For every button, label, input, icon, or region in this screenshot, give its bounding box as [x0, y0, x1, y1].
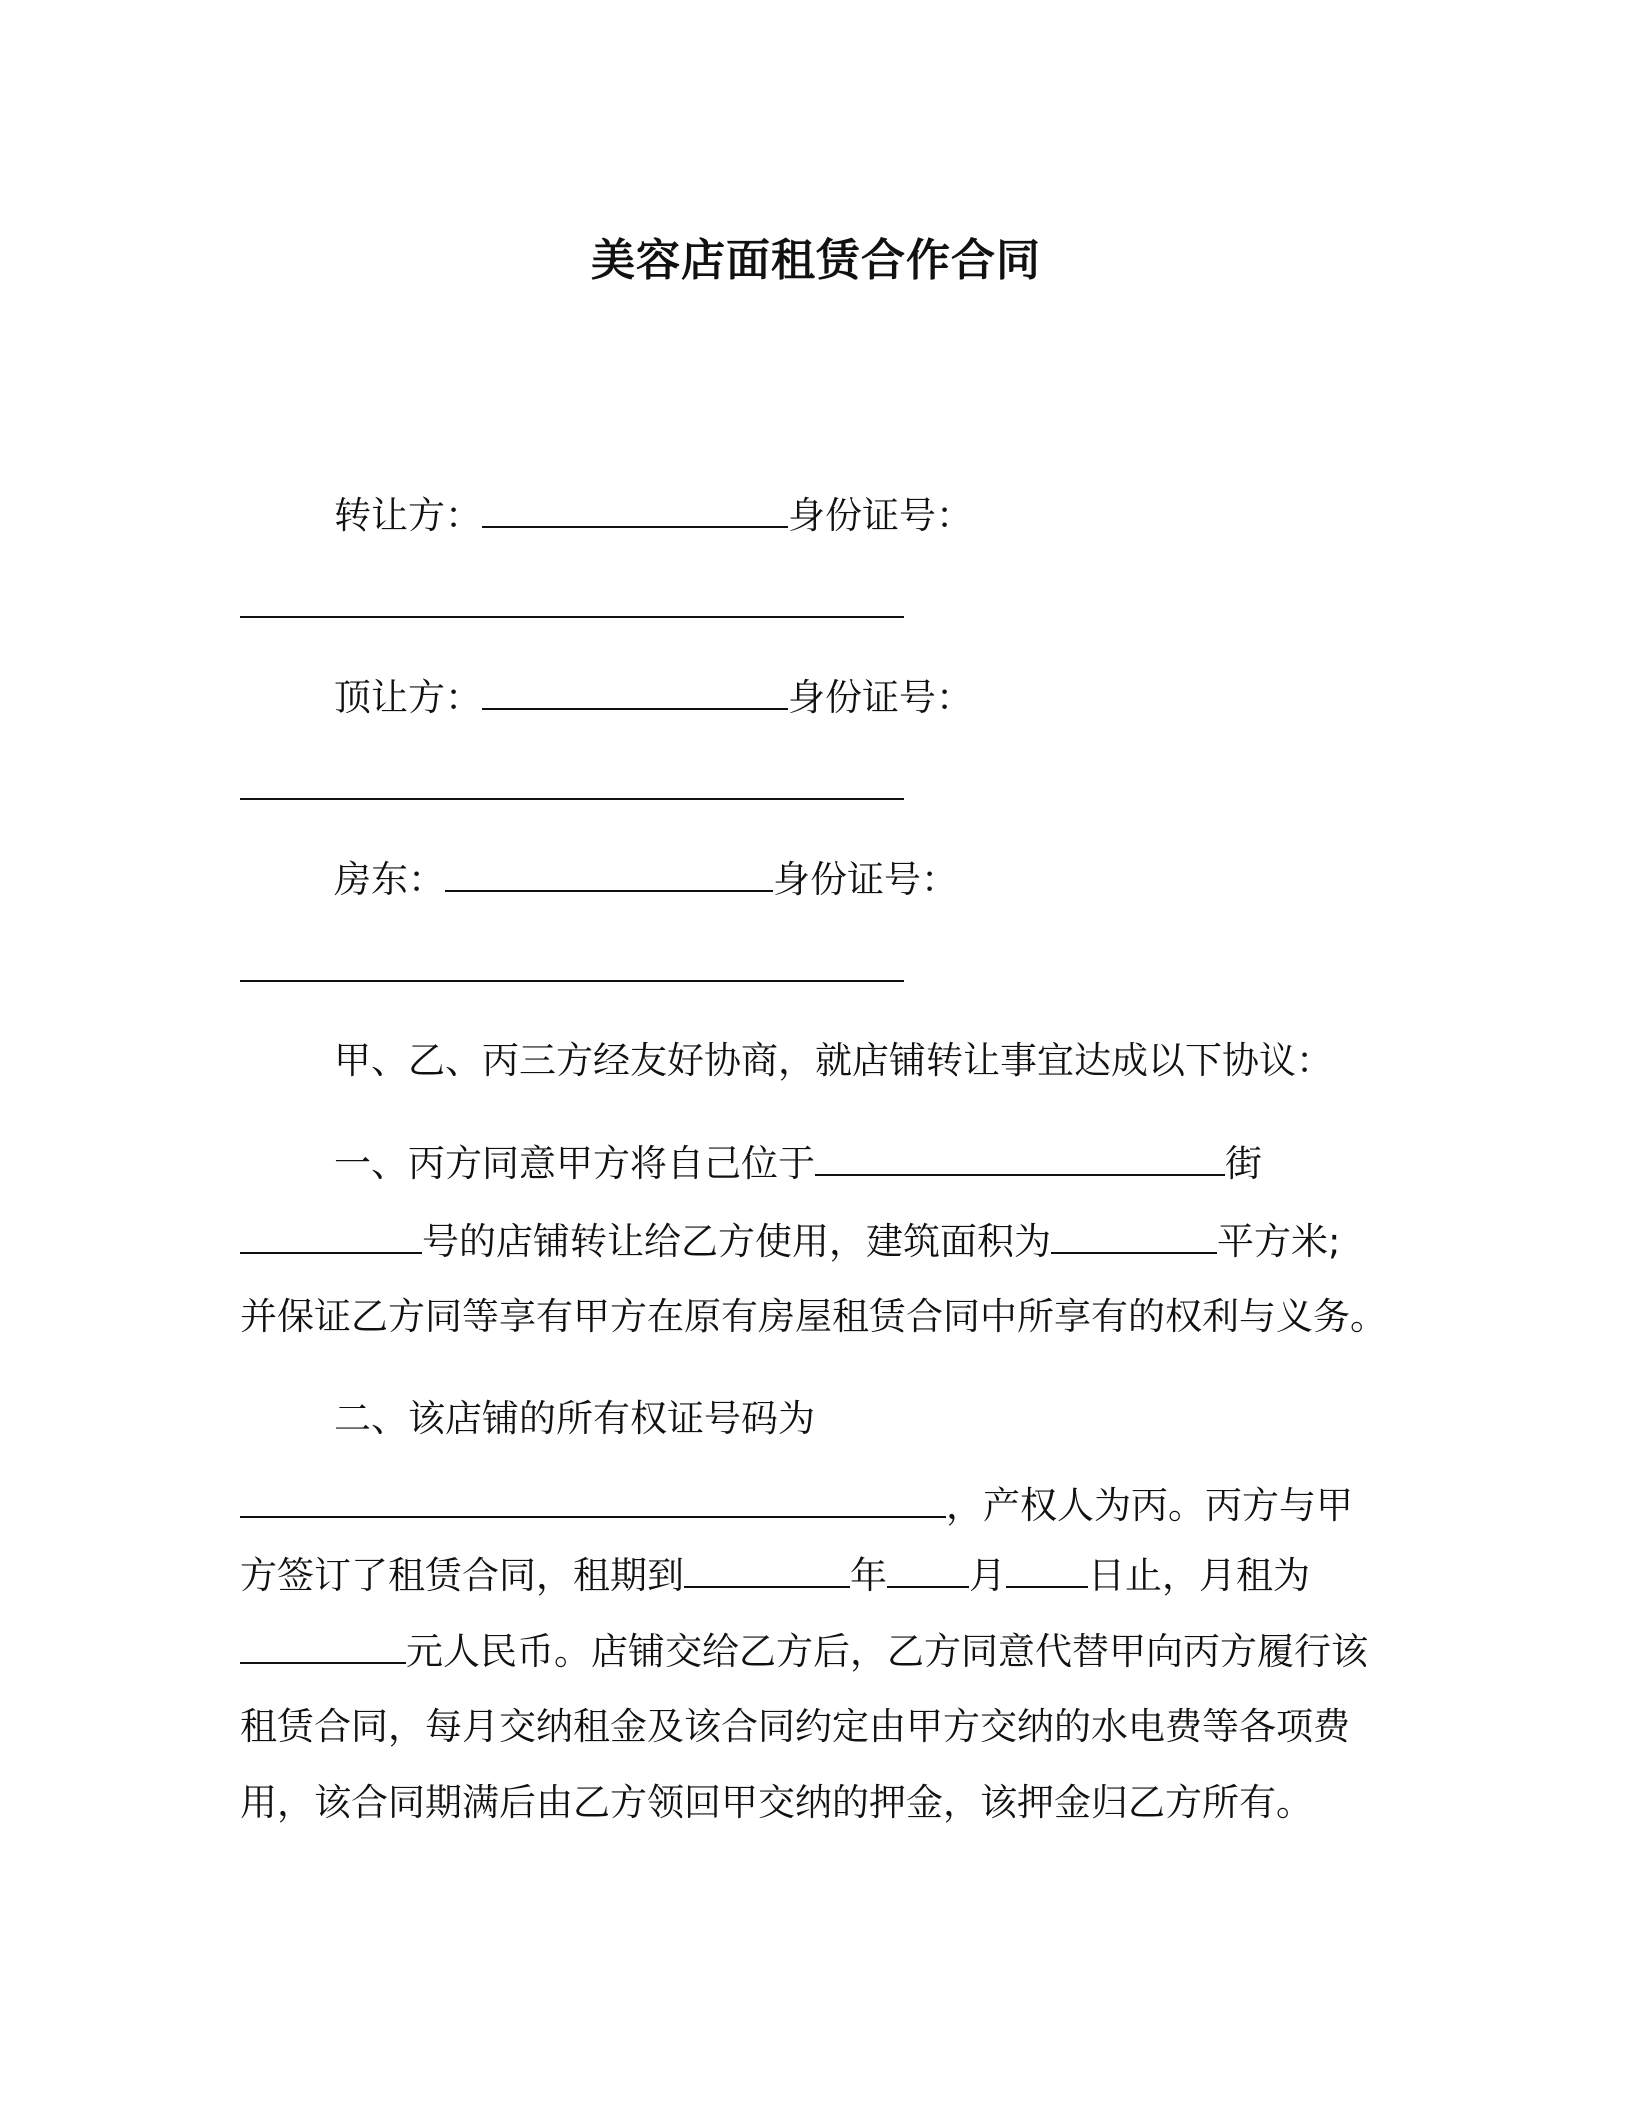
day-blank[interactable] — [1006, 1556, 1088, 1588]
clause1-line3: 并保证乙方同等享有甲方在原有房屋租赁合同中所享有的权利与义务。 — [240, 1295, 1387, 1338]
transferee-id-blank[interactable] — [240, 768, 904, 800]
month-blank[interactable] — [887, 1556, 969, 1588]
transferee-line — [334, 676, 973, 719]
clause2-line1: 二、该店铺的所有权证号码为 — [334, 1397, 815, 1440]
clause2-line6: 用，该合同期满后由乙方领回甲交纳的押金，该押金归乙方所有。 — [240, 1781, 1313, 1824]
clause2-line4 — [240, 1630, 1368, 1673]
transferor-id-line — [240, 586, 904, 624]
clause2-text: 日止，月租为 — [1088, 1554, 1310, 1597]
rent-amount-blank[interactable] — [240, 1632, 406, 1664]
clause1-line2 — [240, 1220, 1341, 1263]
transferee-name-blank[interactable] — [482, 678, 788, 710]
area-unit: 平方米; — [1217, 1220, 1341, 1263]
transferor-label: 转让方： — [334, 494, 482, 537]
clause1-text: 一、丙方同意甲方将自己位于 — [334, 1142, 815, 1185]
certificate-number-blank[interactable] — [240, 1486, 946, 1518]
landlord-line — [334, 858, 958, 901]
street-label: 街 — [1225, 1142, 1262, 1185]
document-title: 美容店面租赁合作合同 — [591, 235, 1041, 286]
landlord-id-blank[interactable] — [240, 950, 904, 982]
clause2-line5: 租赁合同，每月交纳租金及该合同约定由甲方交纳的水电费等各项费 — [240, 1705, 1350, 1748]
transferor-id-label: 身份证号： — [788, 494, 973, 537]
landlord-name-blank[interactable] — [445, 860, 773, 892]
area-blank[interactable] — [1051, 1222, 1217, 1254]
landlord-label: 房东： — [334, 858, 445, 901]
year-blank[interactable] — [684, 1556, 850, 1588]
year-label: 年 — [850, 1554, 887, 1597]
clause2-text: ，产权人为丙。丙方与甲 — [946, 1484, 1353, 1527]
transferor-line — [334, 494, 973, 537]
clause1-line1 — [334, 1142, 1262, 1185]
clause2-line2 — [240, 1484, 1353, 1527]
number-blank[interactable] — [240, 1222, 422, 1254]
transferee-id-line — [240, 768, 904, 806]
clause2-text: 方签订了租赁合同，租期到 — [240, 1554, 684, 1597]
clause2-line3 — [240, 1554, 1310, 1597]
landlord-id-line — [240, 950, 904, 988]
street-blank[interactable] — [815, 1144, 1225, 1176]
transferor-id-blank[interactable] — [240, 586, 904, 618]
landlord-id-label: 身份证号： — [773, 858, 958, 901]
clause2-text: 元人民币。店铺交给乙方后，乙方同意代替甲向丙方履行该 — [406, 1630, 1368, 1673]
transferee-label: 顶让方： — [334, 676, 482, 719]
transferee-id-label: 身份证号： — [788, 676, 973, 719]
intro-paragraph: 甲、乙、丙三方经友好协商，就店铺转让事宜达成以下协议： — [334, 1039, 1333, 1082]
month-label: 月 — [969, 1554, 1006, 1597]
transferor-name-blank[interactable] — [482, 496, 788, 528]
clause1-text: 号的店铺转让给乙方使用，建筑面积为 — [422, 1220, 1051, 1263]
